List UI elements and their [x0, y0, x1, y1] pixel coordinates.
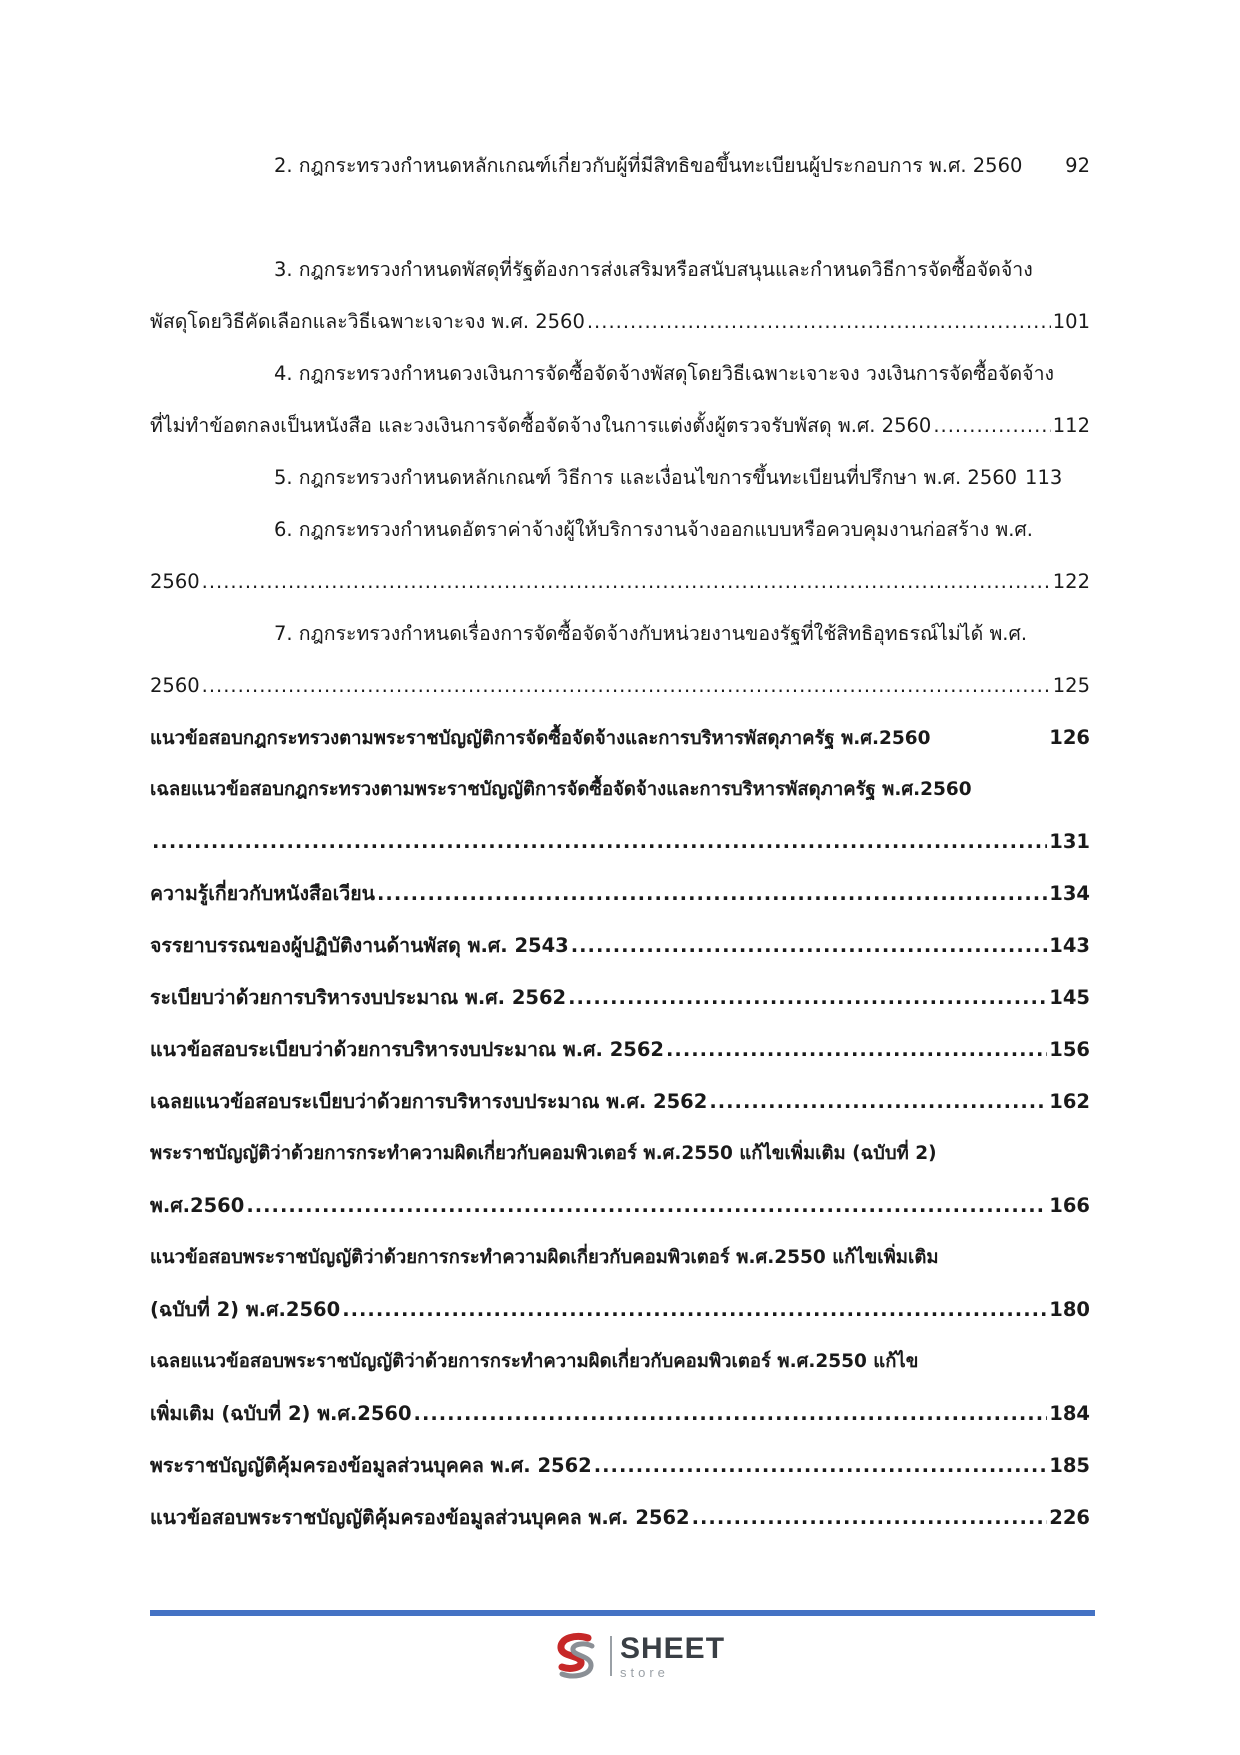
toc-entry-page: 122	[1052, 570, 1090, 593]
toc-leader-dots	[587, 296, 1051, 348]
toc-entry[interactable]	[150, 764, 1090, 868]
toc-entry[interactable]	[150, 1232, 1090, 1336]
toc-entry-page: 131	[1049, 830, 1090, 853]
toc-entry-page: 134	[1049, 882, 1090, 905]
toc-leader-dots	[571, 920, 1048, 972]
toc-entry[interactable]	[150, 1492, 1090, 1544]
toc-entry-title: เฉลยแนวข้อสอบกฎกระทรวงตามพระราชบัญญัติการจัดซื้อจัดจ้างและการบริหารพัสดุภาครัฐ พ.ศ.2560	[150, 779, 972, 800]
toc-entry-page: 185	[1049, 1454, 1090, 1477]
logo-separator	[610, 1636, 612, 1676]
toc-entry-page: 143	[1049, 934, 1090, 957]
toc-entry-title: ระเบียบว่าด้วยการบริหารงบประมาณ พ.ศ. 2562	[150, 986, 567, 1009]
toc-entry-page: 126	[1049, 726, 1090, 749]
toc-leader-dots	[202, 660, 1051, 712]
toc-entry-title-cont: (ฉบับที่ 2) พ.ศ.2560	[150, 1298, 341, 1321]
toc-entry[interactable]	[150, 504, 1090, 608]
toc-entry[interactable]	[150, 140, 1090, 192]
toc-entry-title: 4. กฎกระทรวงกำหนดวงเงินการจัดซื้อจัดจ้างพัสดุโดยวิธีเฉพาะเจาะจง วงเงินการจัดซื้อจัดจ้าง	[274, 362, 1055, 385]
toc-entry[interactable]	[150, 868, 1090, 920]
toc-leader-dots	[709, 1076, 1047, 1128]
toc-entry-title: เฉลยแนวข้อสอบพระราชบัญญัติว่าด้วยการกระทำความผิดเกี่ยวกับคอมพิวเตอร์ พ.ศ.2550 แก้ไข	[150, 1351, 919, 1372]
toc-entry[interactable]	[150, 920, 1090, 972]
toc-entry-title: เฉลยแนวข้อสอบระเบียบว่าด้วยการบริหารงบประมาณ พ.ศ. 2562	[150, 1090, 708, 1113]
toc-entry[interactable]	[150, 1024, 1090, 1076]
toc-entry-page: 184	[1049, 1402, 1090, 1425]
brand-name: SHEET	[620, 1631, 726, 1665]
toc-leader-dots	[202, 556, 1051, 608]
toc-leader-dots	[666, 1024, 1047, 1076]
toc-entry-title-cont: เพิ่มเติม (ฉบับที่ 2) พ.ศ.2560	[150, 1402, 412, 1425]
toc-entry-page: 166	[1049, 1194, 1090, 1217]
toc-entry-title: 6. กฎกระทรวงกำหนดอัตราค่าจ้างผู้ให้บริการงานจ้างออกแบบหรือควบคุมงานก่อสร้าง พ.ศ.	[274, 518, 1033, 541]
toc-entry[interactable]	[150, 712, 1090, 764]
sheet-store-logo	[550, 1628, 730, 1684]
toc-entry[interactable]	[150, 452, 1090, 504]
toc-entry-title: พระราชบัญญัติคุ้มครองข้อมูลส่วนบุคคล พ.ศ. 2562	[150, 1454, 592, 1477]
toc-entry-title: 3. กฎกระทรวงกำหนดพัสดุที่รัฐต้องการส่งเสริมหรือสนับสนุนและกำหนดวิธีการจัดซื้อจัดจ้าง	[274, 258, 1033, 281]
toc-leader-dots	[342, 1284, 1047, 1336]
toc-entry-page: 145	[1049, 986, 1090, 1009]
toc-leader-dots	[568, 972, 1047, 1024]
toc-entry-title: 7. กฎกระทรวงกำหนดเรื่องการจัดซื้อจัดจ้างกับหน่วยงานของรัฐที่ใช้สิทธิอุทธรณ์ไม่ได้ พ.ศ.	[274, 622, 1028, 645]
toc-entry-title: แนวข้อสอบกฎกระทรวงตามพระราชบัญญัติการจัดซื้อจัดจ้างและการบริหารพัสดุภาครัฐ พ.ศ.2560	[150, 728, 931, 749]
toc-entry-page: 113	[1025, 466, 1063, 489]
toc-entry-title: แนวข้อสอบพระราชบัญญัติว่าด้วยการกระทำความผิดเกี่ยวกับคอมพิวเตอร์ พ.ศ.2550 แก้ไขเพิ่มเติม	[150, 1247, 939, 1268]
toc-entry-page: 180	[1049, 1298, 1090, 1321]
toc-entry-title: พระราชบัญญัติว่าด้วยการกระทำความผิดเกี่ยวกับคอมพิวเตอร์ พ.ศ.2550 แก้ไขเพิ่มเติม (ฉบับที่ 2)	[150, 1143, 937, 1164]
footer-divider	[150, 1610, 1095, 1616]
toc-entry-title: แนวข้อสอบพระราชบัญญัติคุ้มครองข้อมูลส่วนบุคคล พ.ศ. 2562	[150, 1506, 690, 1529]
toc-entry-title-cont: พัสดุโดยวิธีคัดเลือกและวิธีเฉพาะเจาะจง พ.ศ. 2560	[150, 310, 585, 333]
toc-entry-title: จรรยาบรรณของผู้ปฏิบัติงานด้านพัสดุ พ.ศ. 2543	[150, 934, 569, 957]
toc-entry-title-cont: 2560	[150, 570, 200, 593]
toc-leader-dots	[594, 1440, 1048, 1492]
toc-entry-title-cont: พ.ศ.2560	[150, 1194, 245, 1217]
toc-entry-page: 156	[1049, 1038, 1090, 1061]
brand-subname: store	[620, 1664, 669, 1680]
toc-entry-title: ความรู้เกี่ยวกับหนังสือเวียน	[150, 882, 375, 905]
toc-entry-page: 101	[1052, 310, 1090, 333]
toc-entry[interactable]	[150, 1440, 1090, 1492]
toc-entry-page: 92	[1065, 154, 1090, 177]
toc-entry[interactable]	[150, 244, 1090, 348]
toc-entry-page: 125	[1052, 674, 1090, 697]
toc-entry[interactable]	[150, 608, 1090, 712]
toc-leader-dots	[933, 400, 1050, 452]
sheet-store-s-icon	[550, 1630, 602, 1682]
toc-entry-title: แนวข้อสอบระเบียบว่าด้วยการบริหารงบประมาณ พ.ศ. 2562	[150, 1038, 664, 1061]
toc-entry-title: 2. กฎกระทรวงกำหนดหลักเกณฑ์เกี่ยวกับผู้ที่มีสิทธิขอขึ้นทะเบียนผู้ประกอบการ พ.ศ. 2560	[274, 154, 1023, 177]
toc-entry[interactable]	[150, 348, 1090, 452]
table-of-contents	[150, 140, 1090, 1544]
toc-leader-dots	[246, 1180, 1047, 1232]
toc-leader-dots	[414, 1388, 1048, 1440]
toc-leader-dots	[377, 868, 1047, 920]
toc-leader-dots	[692, 1492, 1048, 1544]
toc-entry-page: 226	[1049, 1506, 1090, 1529]
toc-entry[interactable]	[150, 1128, 1090, 1232]
toc-entry[interactable]	[150, 1336, 1090, 1440]
toc-entry[interactable]	[150, 972, 1090, 1024]
toc-leader-dots	[152, 816, 1047, 868]
toc-entry-title-cont: ที่ไม่ทำข้อตกลงเป็นหนังสือ และวงเงินการจัดซื้อจัดจ้างในการแต่งตั้งผู้ตรวจรับพัสดุ พ.ศ. 2560	[150, 414, 932, 437]
toc-entry-page: 112	[1052, 414, 1090, 437]
toc-entry-title-cont: 2560	[150, 674, 200, 697]
toc-entry-page: 162	[1049, 1090, 1090, 1113]
toc-entry[interactable]	[150, 1076, 1090, 1128]
toc-entry-title: 5. กฎกระทรวงกำหนดหลักเกณฑ์ วิธีการ และเงื่อนไขการขึ้นทะเบียนที่ปรึกษา พ.ศ. 2560	[274, 466, 1018, 489]
